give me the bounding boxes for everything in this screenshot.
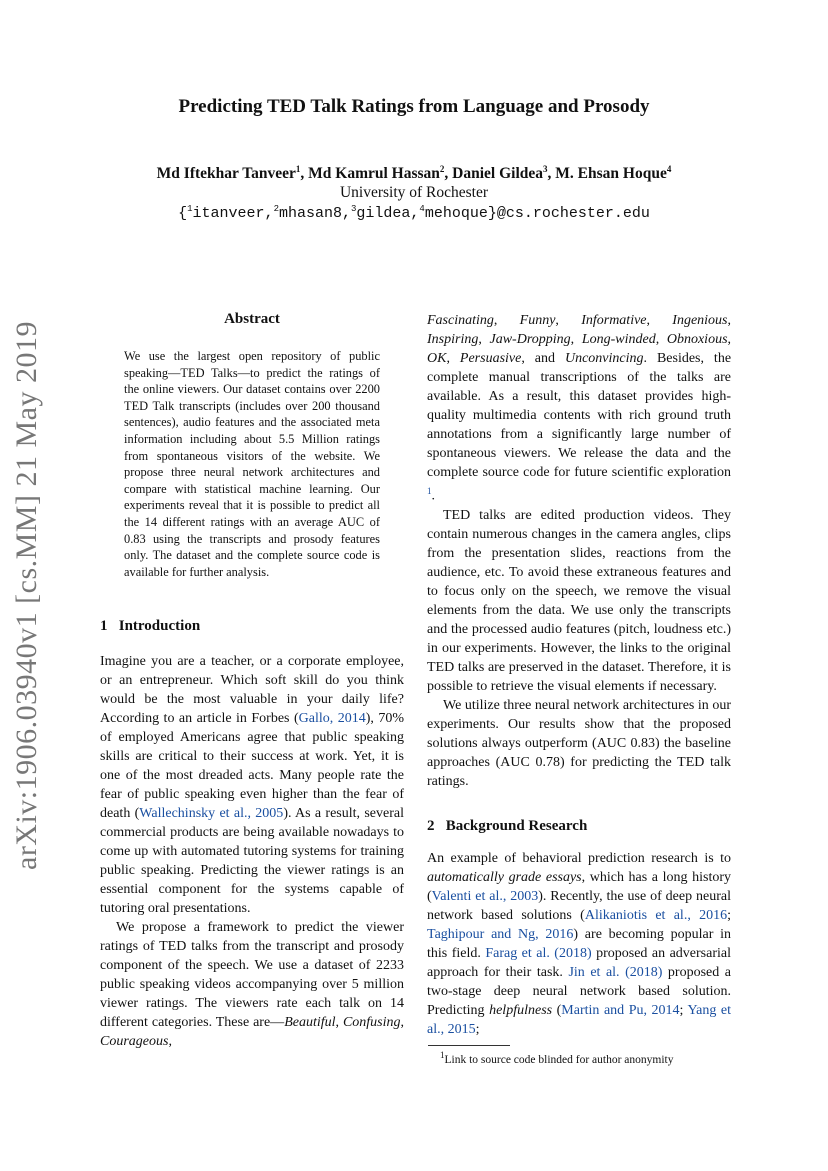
author-name: Daniel Gildea <box>452 165 544 183</box>
citation-link[interactable]: Alikaniotis et al., 2016 <box>584 908 728 923</box>
author-affil-mark: 2 <box>439 164 445 174</box>
citation-link[interactable]: Wallechinsky et al., 2005 <box>139 806 284 821</box>
paragraph: An example of behavioral prediction research is to automatically grade essays, which has a long history (Valenti et al., 2003). Recently, the use of deep neural network based solutions (Alikaniotis et al., 2016; Taghipour and Ng, 2016) are becoming popular in this field. Farag et al. (2018) proposed an adversarial approach for their task. Jin et al. (2018) proposed a two-stage deep neural network based solution. Predicting helpfulness (Martin and Pu, 2014; Yang et al., 2015; <box>427 851 732 1037</box>
section-2-heading: 2 Background Research <box>427 818 588 834</box>
author-affil-mark: 4 <box>666 164 672 174</box>
footnote-divider <box>428 1045 510 1046</box>
author-affil-mark: 3 <box>543 164 548 174</box>
author-name: Md Kamrul Hassan <box>308 165 440 183</box>
citation-link[interactable]: Taghipour and Ng, 2016 <box>427 927 574 942</box>
citation-link[interactable]: Gallo, 2014 <box>298 711 366 726</box>
citation-link[interactable]: Farag et al. (2018) <box>485 946 592 961</box>
author-emails: {$^1$itanveer,$^2$mhasan8,$^3$gildea,$^4$mehoque}@cs.rochester.edu <box>178 204 650 222</box>
paragraph: We propose a framework to predict the viewer ratings of TED talks from the transcript and prosody component of the speech. We use a dataset of 2233 public speaking videos accompanying over 5 million viewer ratings. The viewers rate each talk on 14 different categories. These are—Beautiful, Confusing, Courageous, <box>100 920 405 1049</box>
author-affil-mark: 1 <box>295 164 301 174</box>
abstract-text: We use the largest open repository of public speaking—TED Talks—to predict the ratings of the online viewers. Our dataset contains over 2200 TED Talk transcripts (includes over 200 thousand sentences), audio features and the associated meta information including about 5.5 Million ratings from spontaneous visitors of the website. We propose three neural network architectures and compare with statistical machine learning. Our experiments reveal that it is possible to predict all the 14 different ratings with an average AUC of 0.83 using the transcripts and prosody features only. The dataset and the complete source code is available for further analysis. <box>124 349 380 579</box>
author-list: Md Iftekhar Tanveer$^1$, Md Kamrul Hassan$^2$, Daniel Gildea$^3$, M. Ehsan Hoque$^4$ <box>156 164 672 183</box>
citation-link[interactable]: Yang et al., 2015 <box>427 1003 732 1037</box>
section-1-body <box>100 652 404 1051</box>
affiliation: University of Rochester <box>339 184 489 201</box>
author-name: M. Ehsan Hoque <box>555 165 667 183</box>
section-1-heading: 1 Introduction <box>100 618 201 634</box>
paragraph: We utilize three neural network architectures in our experiments. Our results show that the proposed solutions always outperform (AUC 0.83) the baseline approaches (AUC 0.78) for predicting the TED talk ratings. <box>427 697 731 789</box>
citation-link[interactable]: Valenti et al., 2003 <box>431 889 539 904</box>
paragraph: Imagine you are a teacher, or a corporate employee, or an entrepreneur. Which soft skill do you think would be the most valuable in your daily life? According to an article in Forbes (Gallo, 2014), 70% of employed Americans agree that public speaking skills are critical to their success at work. Yet, it is one of the most dreaded acts. Many people rate the fear of public speaking even higher than the fear of death (Wallechinsky et al., 2005). As a result, several commercial products are being available nowadays to come up with automated tutoring systems for training public speaking. Predicting the viewer ratings is an essential component for the systems capable of tutoring oral presentations. <box>100 654 405 916</box>
citation-link[interactable]: Jin et al. (2018) <box>568 965 663 980</box>
arxiv-identifier: arXiv:1906.03940v1 [cs.MM] 21 May 2019 <box>10 321 43 870</box>
footnote: $^1$Link to source code blinded for author anonymity <box>440 1050 674 1066</box>
citation-link[interactable]: Martin and Pu, 2014 <box>561 1003 680 1018</box>
section-2-body <box>427 849 731 1039</box>
paragraph: Fascinating, Funny, Informative, Ingenious, Inspiring, Jaw-Dropping, Long-winded, Obnoxious, OK, Persuasive, and Unconvincing. Besides, the complete manual transcriptions of the talks are available. As a result, this dataset provides high-quality multimedia contents with rich ground truth annotations from a significantly large number of spontaneous viewers. We release the data and the complete source code for future scientific exploration $^1$. <box>427 313 732 504</box>
author-name: Md Iftekhar Tanveer <box>156 165 296 183</box>
right-column-body <box>427 311 731 791</box>
footnote-link[interactable]: 1 <box>427 486 432 496</box>
paper-title: Predicting TED Talk Ratings from Language and Prosody <box>178 96 650 117</box>
paragraph: TED talks are edited production videos. They contain numerous changes in the camera angles, clips from the presentation slides, reactions from the audience, etc. To avoid these extraneous features and to focus only on the speech, we remove the visual elements from the data. We use only the transcripts and the processed audio features (pitch, loudness etc.) in our experiments. However, the links to the original TED talks are preserved in the dataset. Therefore, it is possible to retrieve the visual elements if necessary. <box>427 507 731 694</box>
abstract-heading: Abstract <box>224 311 280 327</box>
